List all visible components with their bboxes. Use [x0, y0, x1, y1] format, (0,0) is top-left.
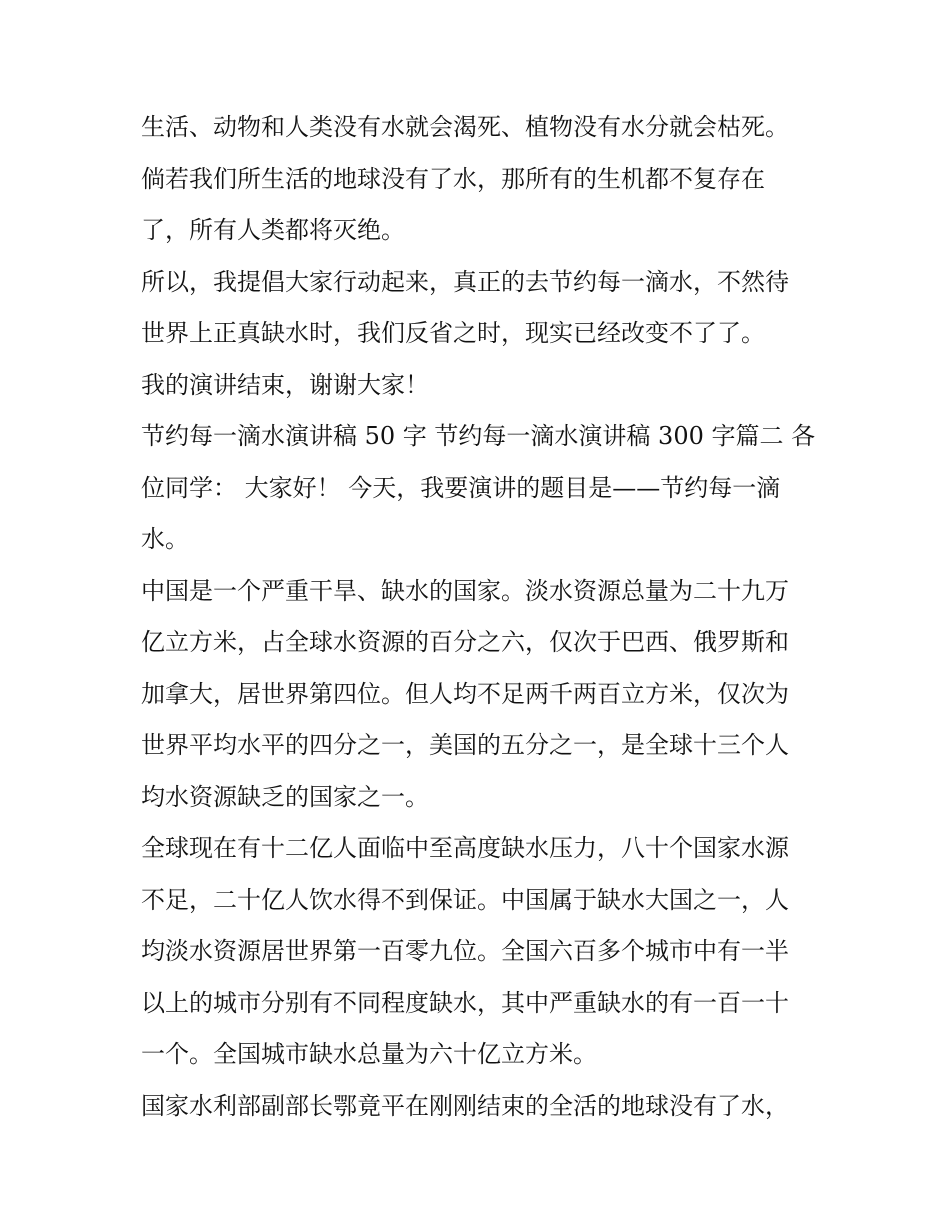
text-line: 国家水利部副部长鄂竟平在刚刚结束的全活的地球没有了水， — [141, 1091, 789, 1120]
text-line: 不足，二十亿人饮水得不到保证。中国属于缺水大国之一，人 — [141, 885, 789, 914]
text-line: 世界上正真缺水时，我们反省之时，现实已经改变不了了。 — [141, 319, 765, 347]
text-line: 所以，我提倡大家行动起来，真正的去节约每一滴水，不然待 — [141, 267, 789, 296]
text-line: 一个。全国城市缺水总量为六十亿立方米。 — [141, 1040, 597, 1068]
text-line: 了，所有人类都将灭绝。 — [141, 216, 405, 244]
document-body — [141, 102, 821, 1132]
text-line: 中国是一个严重干旱、缺水的国家。淡水资源总量为二十九万 — [141, 576, 789, 605]
text-line: 倘若我们所生活的地球没有了水，那所有的生机都不复存在 — [141, 164, 765, 193]
text-line: 节约每一滴水演讲稿 50 字 节约每一滴水演讲稿 300 字篇二 各 — [141, 422, 816, 450]
text-line: 生活、动物和人类没有水就会渴死、植物没有水分就会枯死。 — [141, 113, 789, 141]
text-line: 均淡水资源居世界第一百零九位。全国六百多个城市中有一半 — [141, 937, 789, 965]
text-line: 水。 — [141, 525, 189, 553]
text-line: 亿立方米，占全球水资源的百分之六，仅次于巴西、俄罗斯和 — [141, 628, 789, 656]
text-line: 我的演讲结束，谢谢大家！ — [141, 370, 429, 399]
text-line: 世界平均水平的四分之一，美国的五分之一，是全球十三个人 — [141, 731, 789, 759]
text-line: 位同学： 大家好！ 今天，我要演讲的题目是——节约每一滴 — [141, 473, 781, 502]
text-line: 加拿大，居世界第四位。但人均不足两千两百立方米，仅次为 — [141, 679, 789, 708]
text-line: 以上的城市分别有不同程度缺水，其中严重缺水的有一百一十 — [141, 988, 789, 1017]
text-line: 均水资源缺乏的国家之一。 — [141, 782, 429, 811]
text-line: 全球现在有十二亿人面临中至高度缺水压力，八十个国家水源 — [141, 834, 789, 862]
